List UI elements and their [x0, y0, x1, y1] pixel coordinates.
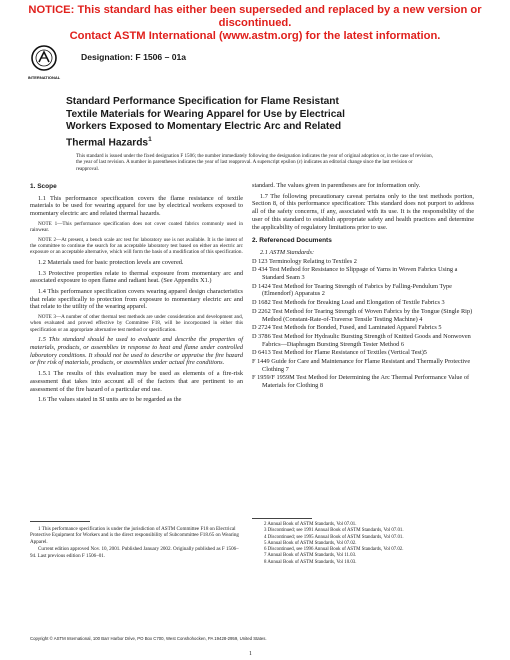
para-1-5: 1.5 This standard should be used to evaluate and describe the properties of materials, products, or assemblies in response to heat and flame under controlled laboratory conditions. It should not be used to describe or appraise the fire hazard or fire risk of materials, products, or assemblies under actual fire conditions.	[30, 336, 243, 367]
footnote-item: 8 Annual Book of ASTM Standards, Vol 10.03.	[264, 559, 357, 565]
footnote-item: 7 Annual Book of ASTM Standards, Vol 11.03.	[264, 553, 357, 559]
para-1-4: 1.4 This performance specification covers wearing apparel design characteristics that relate specifically to protection from exposure to momentary electric arc and that relate to the utility of the wearing apparel.	[30, 287, 243, 311]
footnote-rule-left	[30, 521, 90, 522]
notice-line-2: Contact ASTM International (www.astm.org) for the latest information.	[69, 30, 441, 42]
para-1-1: 1.1 This performance specification covers the flame resistance of textile materials to be used for wearing apparel for use by electrical workers exposed to momentary electric arc and related thermal hazards.	[30, 194, 243, 218]
note-2: NOTE 2—At present, a bench scale arc test for laboratory use is not available. It is the intent of the committee to continue the search for an acceptable laboratory test based on either an electric arc exposure or an acceptable alternative, which will form the basis of a modification of this specification.	[30, 236, 243, 256]
note-1: NOTE 1—This performance specification does not cover coated fabrics commonly used in rainwear.	[30, 220, 243, 234]
footnote-item: 4 Discontinued; see 1995 Annual Book of ASTM Standards, Vol 07.01.	[264, 534, 404, 540]
left-footnotes	[30, 526, 243, 560]
referenced-documents-heading: 2. Referenced Documents	[252, 237, 332, 245]
supersede-notice	[0, 4, 510, 43]
para-1-6-continued: standard. The values given in parentheses are for information only.	[252, 182, 421, 189]
notice-line-1: NOTICE: This standard has either been superseded and replaced by a new version or discontinued.	[28, 4, 482, 29]
footnote-1: 1 This performance specification is under the jurisdiction of ASTM Committee F18 on Electrical Protective Equipment for Workers and is the direct responsibility of Subcommittee F18.65 on Wearing Apparel.	[30, 526, 239, 545]
para-1-3: 1.3 Protective properties relate to thermal exposure from momentary arc and associated exposure to open flame and radiant heat. (See Appendix X1.)	[30, 269, 243, 285]
reference-item: D 1424 Test Method for Tearing Strength of Fabrics by Falling-Pendulum Type (Elmendorf) Apparatus 2	[252, 282, 452, 298]
footnote-item: 3 Discontinued; see 1991 Annual Book of ASTM Standards, Vol 07.01.	[264, 528, 404, 534]
left-column	[30, 183, 243, 407]
footnote-item: 5 Annual Book of ASTM Standards, Vol 07.02.	[264, 540, 357, 546]
reference-item: D 2262 Test Method for Tearing Strength of Woven Fabrics by the Tongue (Single Rip) Method (Constant-Rate-of-Traverse Tensile Testing Machine) 4	[252, 307, 473, 323]
copyright-line: Copyright © ASTM International, 100 Barr Harbor Drive, PO Box C700, West Conshohocken, PA 19428-2959, United States.	[30, 636, 267, 641]
reference-item: F 1959/F 1959M Test Method for Determining the Arc Thermal Performance Value of Materials for Clothing 8	[252, 374, 470, 390]
reference-item: D 2724 Test Methods for Bonded, Fused, and Laminated Apparel Fabrics 5	[252, 324, 442, 332]
reference-item: D 434 Test Method for Resistance to Slippage of Yarns in Woven Fabrics Using a Standard Seam 3	[252, 266, 458, 282]
para-1-6: 1.6 The values stated in SI units are to be regarded as the	[38, 396, 182, 404]
para-1-5-1: 1.5.1 The results of this evaluation may be used as elements of a fire-risk assessment that takes into account all of the factors that are pertinent to an assessment of the fire hazard of a particular end use.	[30, 370, 243, 393]
designation: Designation: F 1506 – 01a	[81, 52, 187, 62]
title-text: Standard Performance Specification for Flame Resistant Textile Materials for Wearing Apparel for Use by Electrical Workers Exposed to Momentary Electric Arc and Related Thermal Hazards	[66, 96, 345, 148]
footnote-item: 6 Discontinued, see 1996 Annual Book of ASTM Standards, Vol 07.02.	[264, 547, 404, 553]
title-footnote-mark: 1	[148, 135, 152, 143]
astm-logo-icon	[27, 44, 61, 84]
page-number: 1	[249, 651, 252, 657]
footnote-1-edition: Current edition approved Nov. 10, 2001. Published January 2002. Originally published as F 1506–94. Last previous edition F 1506–01.	[30, 546, 239, 559]
footnote-rule-right	[252, 518, 312, 519]
scope-heading: 1. Scope	[30, 183, 57, 190]
document-title	[66, 96, 366, 149]
logo-text: INTERNATIONAL	[27, 75, 61, 80]
note-3: NOTE 3—A number of other thermal test methods are under consideration and development and, when evaluated and proved effective by Committee F18, will be incorporated in either this specification or an appropriate alternative test method or specification.	[30, 314, 243, 333]
reference-item: D 3786 Test Method for Hydraulic Bursting Strength of Knitted Goods and Nonwoven Fabrics—Diaphragm Bursting Strength Tester Method 6	[252, 332, 471, 348]
reference-item: F 1449 Guide for Care and Maintenance for Flame Resistant and Thermally Protective Clothing 7	[252, 358, 471, 373]
reference-item: D 1682 Test Methods for Breaking Load and Elongation of Textile Fabrics 3	[252, 299, 445, 307]
para-1-7: 1.7 The following precautionary caveat pertains only to the test methods portion, Section 8, of this performance specification: This standard does not purport to address all of the safety concerns, if any, associated with its use. It is the responsibility of the user of this standard to establish appropriate safety and health practices and determine the applicability of regulatory limitations prior to use.	[252, 192, 474, 231]
astm-standards-subheading: 2.1 ASTM Standards:	[260, 248, 315, 256]
issued-statement: This standard is issued under the fixed designation F 1506; the number immediately following the designation indicates the year of original adoption or, in the case of revision, the year of last revision. A number in parentheses indicates the year of last reapproval. A superscript epsilon (ε) indicates an editorial change since the last revision or reapproval.	[76, 153, 433, 172]
right-column	[252, 182, 474, 391]
footnote-item: 2 Annual Book of ASTM Standards, Vol 07.01.	[264, 522, 357, 527]
reference-item: D 6413 Test Method for Flame Resistance of Textiles (Vertical Test)5	[252, 349, 427, 357]
right-footnotes	[252, 522, 474, 566]
reference-item: D 123 Terminology Relating to Textiles 2	[252, 257, 357, 265]
para-1-2: 1.2 Materials used for basic protection levels are covered.	[38, 258, 184, 266]
